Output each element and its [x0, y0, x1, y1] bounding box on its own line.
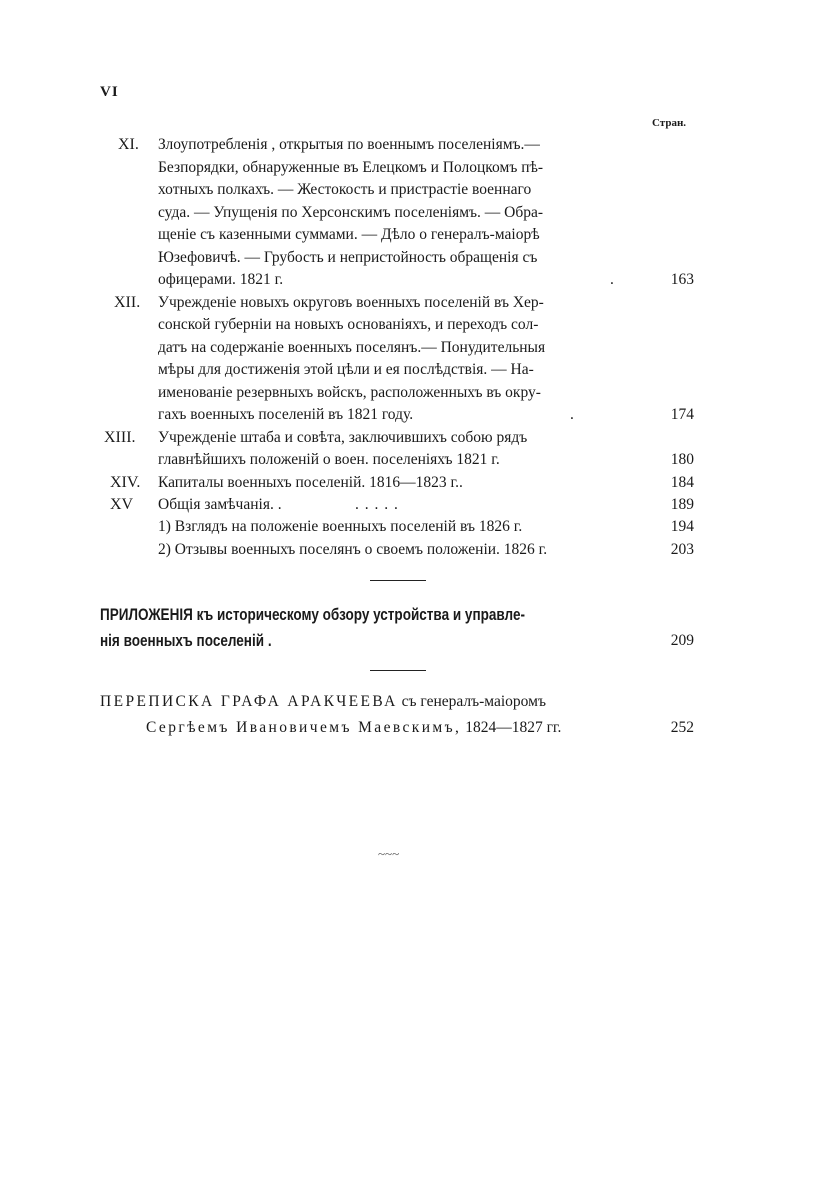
appendix-line: нія военныхъ поселеній . — [100, 632, 272, 650]
ornament: ~~~ — [378, 846, 400, 861]
entry-line: именованіе резервныхъ войскъ, расположенныхъ въ окру- — [158, 384, 541, 401]
entry-line: Капиталы военныхъ поселеній. 1816—1823 г.. — [158, 474, 463, 491]
page-number: VI — [100, 84, 119, 100]
entry-line: Юзефовичѣ. — Грубость и непристойность обращенія съ — [158, 249, 538, 266]
correspondence-line — [146, 719, 561, 737]
entry-line: Учрежденіе новыхъ округовъ военныхъ поселеній въ Хер- — [158, 294, 544, 311]
entry-line: гахъ военныхъ поселеній въ 1821 году. — [158, 406, 414, 423]
separator-rule — [370, 580, 426, 581]
entry-line: датъ на содержаніе военныхъ поселянъ.— Понудительныя — [158, 339, 546, 356]
entry-line: сонской губерніи на новыхъ основаніяхъ, и переходъ сол- — [158, 316, 539, 333]
entry-line: Учрежденіе штаба и совѣта, заключившихъ собою рядъ — [158, 429, 528, 446]
entry-line: Общія замѣчанія. . — [158, 496, 282, 513]
entry-line: главнѣйшихъ положеній о воен. поселеніяхъ 1821 г. — [158, 451, 500, 468]
entry-line: щеніе съ казенными суммами. — Дѣло о генералъ-маіорѣ — [158, 226, 540, 243]
entry-line: суда. — Упущенія по Херсонскимъ поселеніямъ. — Обра- — [158, 204, 544, 221]
entry-page: 189 — [670, 496, 694, 513]
separator-rule — [370, 670, 426, 671]
subentry-line: 2) Отзывы военныхъ поселянъ о своемъ положеніи. 1826 г. — [158, 541, 548, 558]
subentry-page: 203 — [670, 541, 694, 558]
entry-line: хотныхъ полкахъ. — Жестокость и пристрастіе военнаго — [158, 181, 532, 198]
appendix-line: ПРИЛОЖЕНІЯ къ историческому обзору устройства и управле- — [100, 606, 526, 624]
entry-numeral: XIII. — [104, 429, 136, 446]
entry-line: Безпорядки, обнаруженные въ Елецкомъ и Полоцкомъ пѣ- — [158, 159, 544, 176]
entry-page: 163 — [670, 271, 694, 288]
appendix-page: 209 — [670, 632, 694, 649]
correspondence-rest: съ генералъ-маіоромъ — [401, 693, 546, 710]
correspondence-name: Сергѣемъ Ивановичемъ Маевскимъ, — [146, 719, 462, 736]
correspondence-page: 252 — [670, 719, 694, 736]
leader-dot: . — [610, 271, 614, 288]
entry-numeral: XII. — [114, 294, 141, 311]
entry-line: офицерами. 1821 г. — [158, 271, 284, 288]
correspondence-line — [100, 693, 546, 711]
leader-dot: . — [570, 406, 574, 423]
subentry-line: 1) Взглядъ на положеніе военныхъ поселеній въ 1826 г. — [158, 518, 523, 535]
entry-numeral: XI. — [118, 136, 139, 153]
entry-line: мѣры для достиженія этой цѣли и ея послѣдствія. — На- — [158, 361, 534, 378]
page-column-header: Стран. — [652, 117, 687, 129]
entry-page: 184 — [670, 474, 694, 491]
entry-numeral: XIV. — [110, 474, 141, 491]
correspondence-dates: 1824—1827 гг. — [461, 719, 562, 736]
entry-page: 180 — [670, 451, 694, 468]
entry-numeral: XV — [110, 496, 134, 513]
entry-line: Злоупотребленія , открытыя по военнымъ поселеніямъ.— — [158, 136, 540, 153]
entry-page: 174 — [670, 406, 694, 423]
correspondence-title: ПЕРЕПИСКА ГРАФА АРАКЧЕЕВА — [100, 693, 398, 710]
leader-dots: . . . . . — [355, 496, 399, 513]
subentry-page: 194 — [670, 518, 694, 535]
